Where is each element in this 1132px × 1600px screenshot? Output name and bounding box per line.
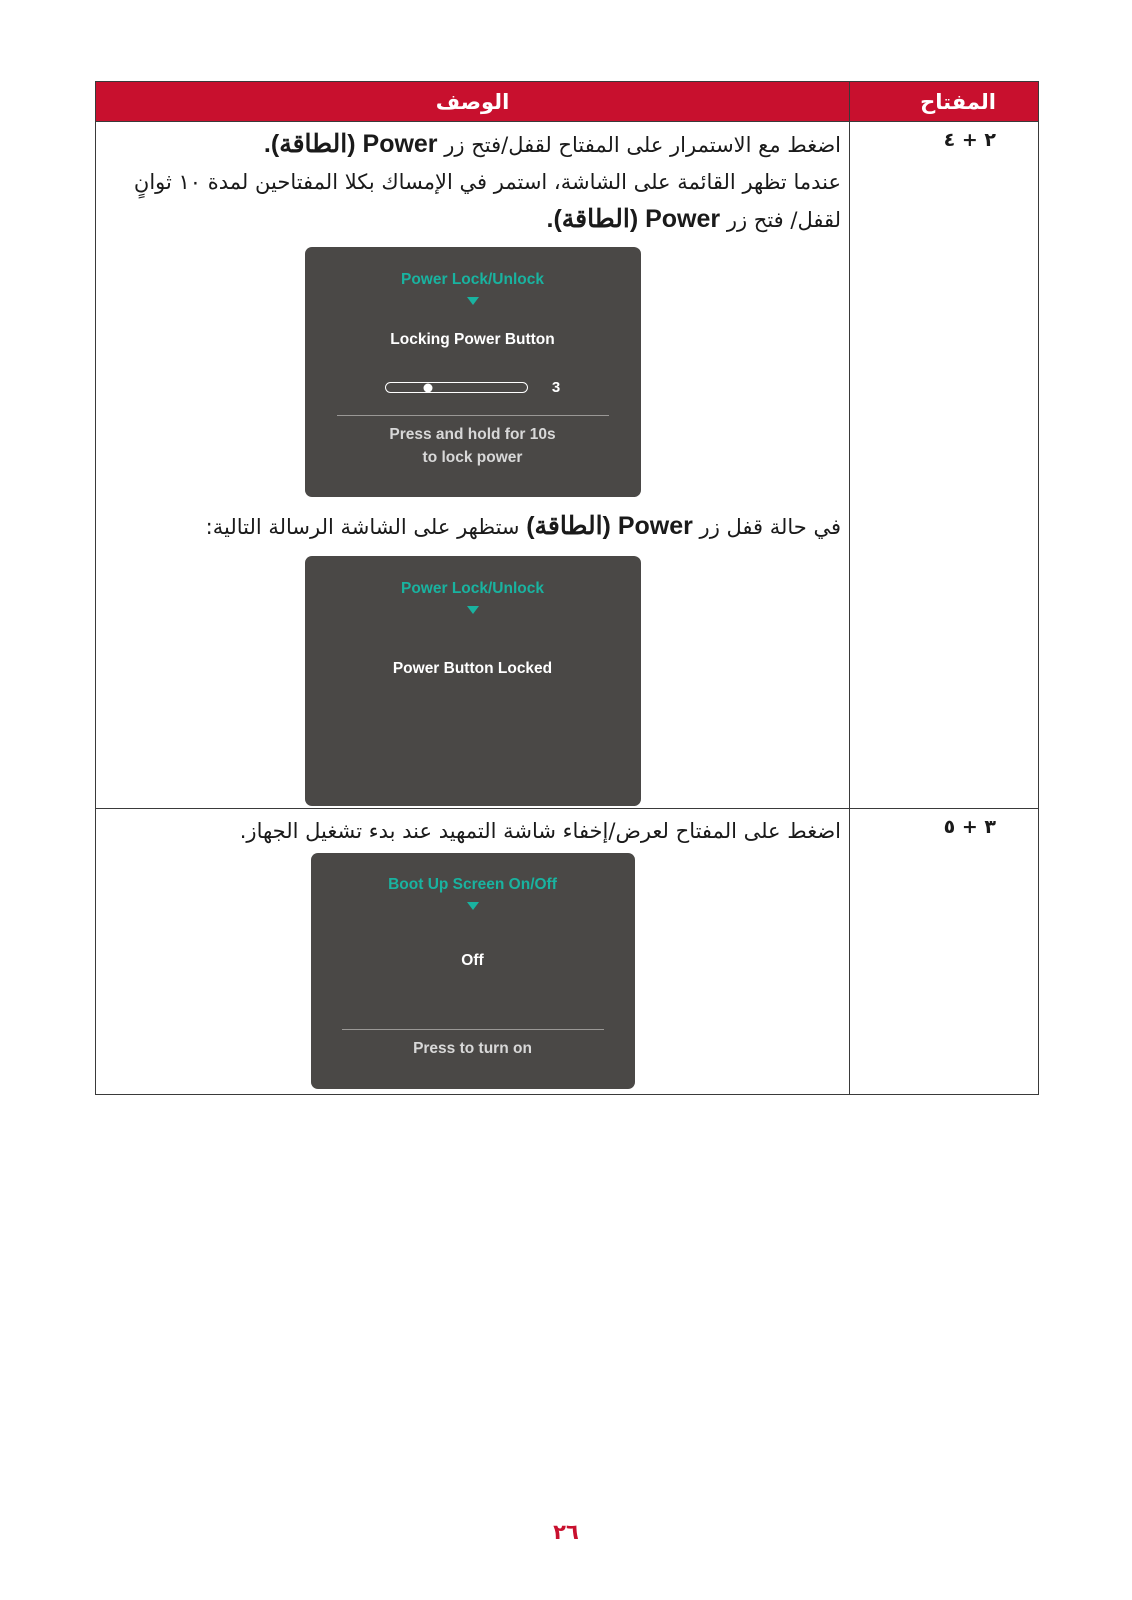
osd-message: Power Button Locked: [392, 660, 553, 677]
osd-message: Locking Power Button: [390, 331, 555, 348]
osd-title: Power Lock/Unlock: [401, 580, 544, 597]
page-number: ٢٦: [553, 1520, 579, 1544]
function-description: [96, 122, 850, 809]
header-function: الوصف: [96, 82, 850, 122]
osd-hint: [305, 423, 641, 469]
description-text: اضغط على المفتاح لعرض/إخفاء شاشة التمهيد عند بدء تشغيل الجهاز.: [239, 819, 841, 843]
osd-title: Boot Up Screen On/Off: [388, 876, 557, 893]
osd-divider: [342, 1029, 604, 1030]
function-description: [96, 809, 850, 1095]
slider-knob: [424, 383, 433, 392]
table-row: [96, 122, 1039, 809]
down-arrow-icon: [467, 606, 479, 614]
osd-divider: [337, 415, 609, 416]
key-combination: ٣ + ٥: [850, 809, 1039, 1095]
down-arrow-icon: [467, 902, 479, 910]
header-key: المفتاح: [850, 82, 1039, 122]
progress-slider: [305, 379, 641, 396]
down-arrow-icon: [467, 297, 479, 305]
osd-panel-locked: [305, 556, 641, 806]
slider-track: [385, 382, 528, 393]
osd-message: Off: [461, 952, 484, 969]
description-text: في حالة قفل زر Power (الطاقة) ستظهر على الشاشة الرسالة التالية:: [205, 512, 841, 540]
description-text: عندما تظهر القائمة على الشاشة، استمر في الإمساك بكلا المفتاحين لمدة ١٠ ثوانٍ لقفل/ فتح زر Power (الطاقة).: [133, 170, 841, 233]
osd-title: Power Lock/Unlock: [401, 271, 544, 288]
key-combination: ٢ + ٤: [850, 122, 1039, 809]
osd-hint-line: to lock power: [422, 449, 523, 466]
osd-hint-line: Press and hold for 10s: [389, 426, 556, 443]
table-row: [96, 809, 1039, 1095]
description-text: اضغط مع الاستمرار على المفتاح لقفل/فتح زر Power (الطاقة).: [263, 130, 841, 158]
table-header-row: [96, 82, 1039, 122]
slider-value: 3: [551, 379, 561, 396]
osd-panel-locking: [305, 247, 641, 497]
osd-hint: Press to turn on: [413, 1040, 532, 1057]
shortcut-keys-table: [95, 81, 1039, 1095]
osd-panel-bootup: [311, 853, 635, 1089]
